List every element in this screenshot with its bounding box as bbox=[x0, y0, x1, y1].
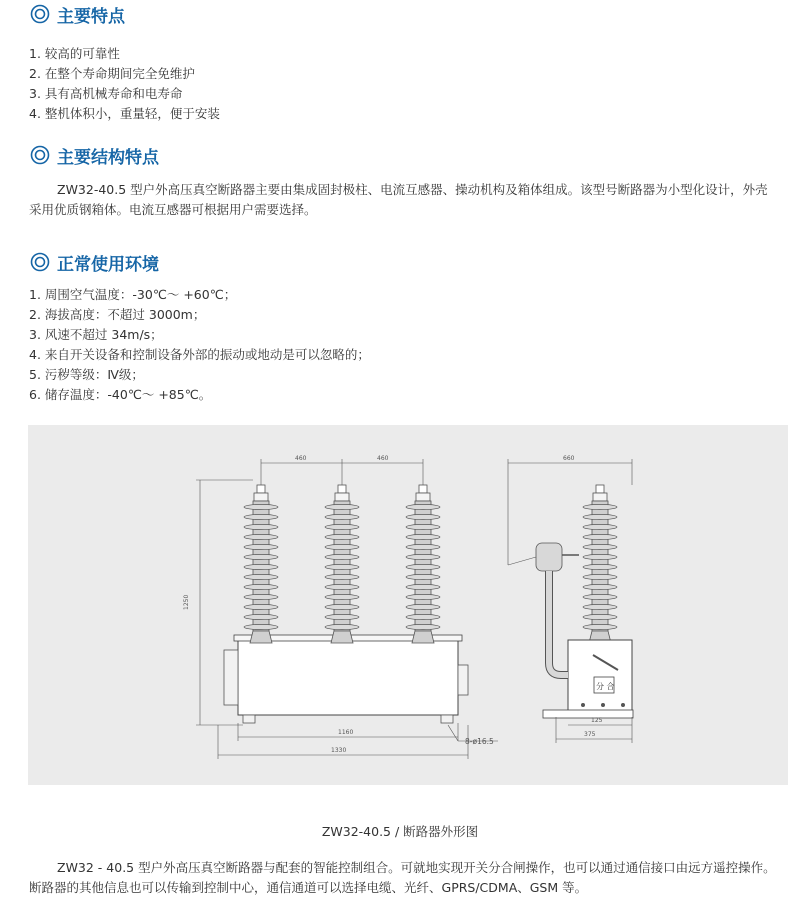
dim-side-inner: 125 bbox=[591, 717, 603, 724]
dim-height: 1250 bbox=[183, 594, 190, 610]
double-circle-icon bbox=[30, 4, 50, 24]
dim-pitch-left: 460 bbox=[295, 455, 307, 462]
list-item: 5. 污秽等级：Ⅳ级； bbox=[29, 367, 144, 382]
dim-holes: 8-ø16.5 bbox=[465, 737, 494, 746]
section-heading-structure bbox=[30, 141, 159, 169]
section-title: 主要结构特点 bbox=[57, 147, 159, 168]
double-circle-icon bbox=[30, 252, 50, 272]
dim-side-width: 660 bbox=[563, 455, 575, 462]
double-circle-icon bbox=[30, 145, 50, 165]
side-view bbox=[508, 455, 633, 743]
insulator-pole-c bbox=[406, 485, 440, 643]
dim-pitch-right: 460 bbox=[377, 455, 389, 462]
front-view bbox=[224, 635, 468, 723]
section-title: 正常使用环境 bbox=[57, 254, 159, 275]
insulator-pole-a bbox=[244, 485, 278, 643]
list-item: 3. 具有高机械寿命和电寿命 bbox=[29, 86, 183, 101]
features-list bbox=[29, 44, 220, 124]
insulator-pole-side bbox=[583, 485, 617, 643]
list-item: 1. 较高的可靠性 bbox=[29, 46, 120, 61]
list-item: 4. 来自开关设备和控制设备外部的振动或地动是可以忽略的； bbox=[29, 347, 370, 362]
list-item: 3. 风速不超过 34m/s； bbox=[29, 327, 163, 342]
paragraph-text: ZW32-40.5 型户外高压真空断路器主要由集成固封极柱、电流互感器、操动机构及箱体组成。该型号断路器为小型化设计，外壳采用优质钢箱体。电流互感器可根据用户需要选择。 bbox=[29, 182, 768, 217]
dim-base-inner: 1160 bbox=[338, 729, 354, 736]
breaker-drawing-svg bbox=[28, 425, 788, 785]
section-title: 主要特点 bbox=[57, 6, 125, 27]
list-item: 4. 整机体积小，重量轻，便于安装 bbox=[29, 106, 220, 121]
list-item: 6. 储存温度：-40℃～ +85℃。 bbox=[29, 387, 212, 402]
list-item: 2. 海拔高度：不超过 3000m； bbox=[29, 307, 206, 322]
panel-label: 分 合 bbox=[596, 682, 615, 691]
paragraph-text: ZW32 - 40.5 型户外高压真空断路器与配套的智能控制组合。可就地实现开关分合闸操作，也可以通过通信接口由远方遥控操作。断路器的其他信息也可以传输到控制中心，通信通道可以选择电缆、光纤、GPRS/CDMA、GSM 等。 bbox=[29, 860, 776, 895]
dim-side-outer: 375 bbox=[584, 731, 596, 738]
section-heading-features bbox=[30, 0, 125, 28]
figure-caption: ZW32-40.5 / 断路器外形图 bbox=[321, 824, 479, 839]
footer-paragraph bbox=[29, 858, 777, 898]
structure-paragraph bbox=[29, 180, 777, 220]
list-item: 2. 在整个寿命期间完全免维护 bbox=[29, 66, 195, 81]
insulator-pole-b bbox=[325, 485, 359, 643]
dim-base-outer: 1330 bbox=[331, 747, 347, 754]
section-heading-environment bbox=[30, 248, 159, 276]
list-item: 1. 周围空气温度：-30℃～ +60℃； bbox=[29, 287, 237, 302]
environment-list bbox=[29, 285, 370, 405]
outline-drawing bbox=[28, 425, 788, 785]
